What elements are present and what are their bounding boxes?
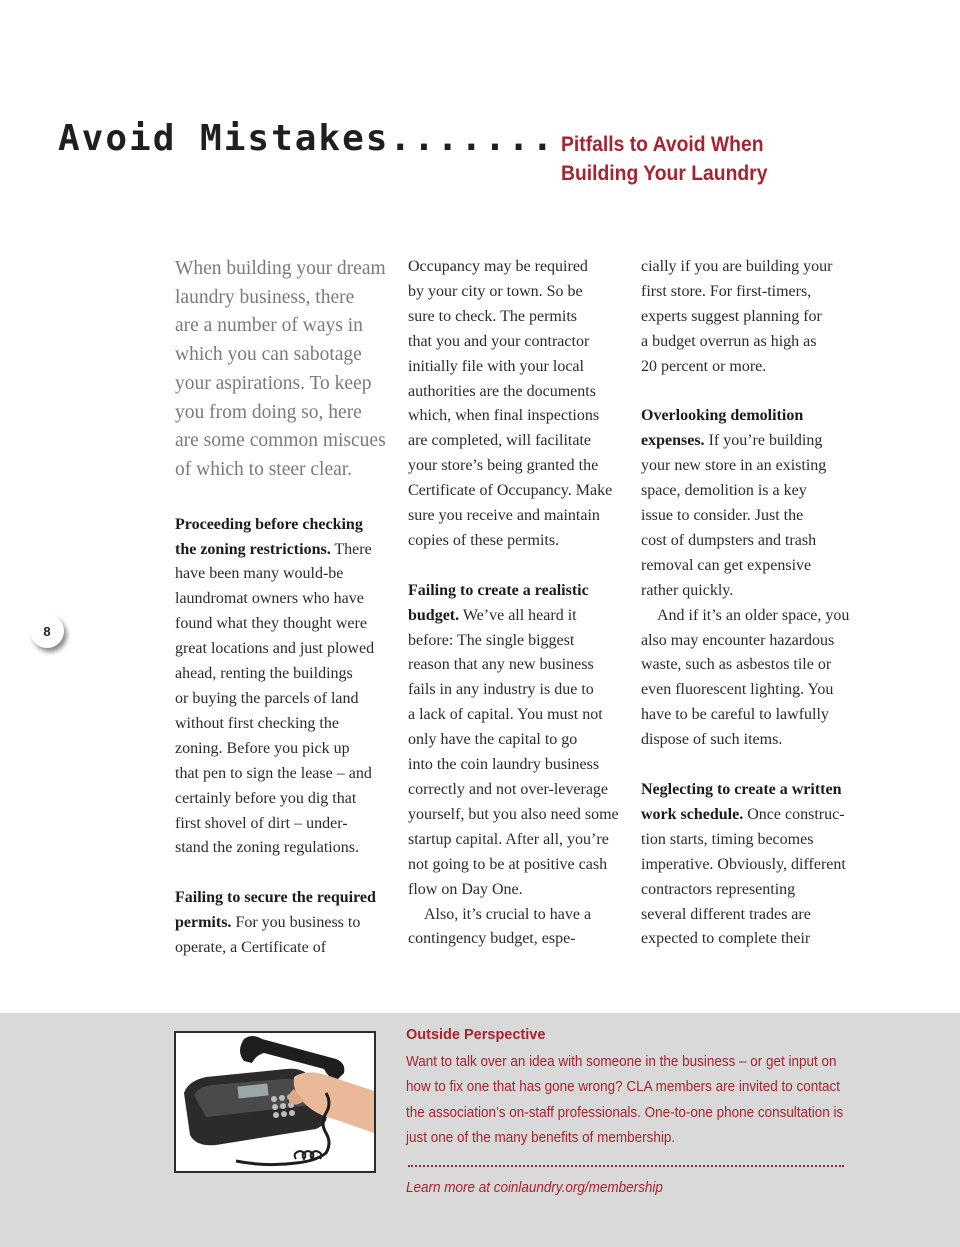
article-column-2 [408,255,618,952]
hazardous-waste-paragraph [641,604,851,753]
text-line: sure to check. The permits [408,307,577,325]
budget-section [408,579,618,903]
telephone-photo [174,1031,376,1173]
text-line: imperative. Obviously, different [641,855,846,873]
callout-body [406,1050,844,1152]
text-fragment: We’ve all heard it [459,606,577,624]
text-line: of which to steer clear. [175,458,353,480]
text-line: laundry business, there [175,286,355,308]
intro-paragraph [175,255,385,485]
text-line: found what they thought were [175,615,367,633]
section-heading: Failing to create a realistic [408,581,589,599]
text-line: initially file with your local [408,357,584,375]
text-line: a lack of capital. You must not [408,706,603,724]
page-subtitle: Pitfalls to Avoid When Building Your Laundry [561,133,768,185]
text-line: zoning. Before you pick up [175,739,350,757]
section-heading: Neglecting to create a written [641,781,842,798]
text-line: without first checking the [175,714,339,732]
text-line: flow on Day One. [408,880,523,898]
text-fragment: If you’re building [704,432,823,450]
page-number-badge [30,614,64,648]
text-line: Occupancy may be required [408,258,588,275]
text-line: your new store in an existing [641,457,827,475]
membership-link[interactable]: Learn more at coinlaundry.org/membership [406,1180,663,1196]
text-line: experts suggest planning for [641,307,822,325]
page-title: Avoid Mistakes....... [58,118,556,159]
text-line: 20 percent or more. [641,357,767,375]
text-line: only have the capital to go [408,731,578,749]
section-heading: budget. [408,606,460,624]
text-line: contractors representing [641,880,796,898]
telephone-icon [176,1033,374,1171]
text-line: are a number of ways in [175,315,363,337]
text-line: not going to be at positive cash [408,855,608,873]
callout-title: Outside Perspective [406,1027,546,1043]
text-line: stand the zoning regulations. [175,839,359,857]
section-heading: work schedule. [641,805,744,823]
dotted-divider [408,1165,844,1167]
text-line: before: The single biggest [408,631,575,649]
text-line: first shovel of dirt – under- [175,814,348,832]
text-line: your aspirations. To keep [175,372,372,394]
text-line: which you can sabotage [175,344,362,366]
text-fragment: Once construc- [743,805,845,823]
text-line: When building your dream [175,258,386,279]
section-heading: expenses. [641,432,705,450]
text-line: rather quickly. [641,581,734,599]
section-heading: Failing to secure the required [175,889,376,907]
text-line: ahead, renting the buildings [175,665,353,683]
text-line: are some common miscues [175,430,386,452]
schedule-section [641,778,851,952]
text-line: that you and your contractor [408,332,590,350]
text-line: cially if you are building your [641,258,833,275]
text-line: great locations and just plowed [175,640,375,658]
text-line: contingency budget, espe- [408,930,576,948]
text-line: copies of these permits. [408,531,560,549]
text-line: laundromat owners who have [175,590,364,608]
contingency-paragraph [408,903,618,953]
text-line: tion starts, timing becomes [641,830,814,848]
page-number: 8 [43,623,51,639]
text-line: just one of the many benefits of membership. [406,1130,676,1147]
text-line: Want to talk over an idea with someone in the business – or get input on [406,1054,837,1070]
text-line: And if it’s an older space, you [657,606,850,624]
text-line: several different trades are [641,905,811,923]
text-line: your store’s being granted the [408,457,599,475]
text-line: dispose of such items. [641,731,783,749]
text-line: by your city or town. So be [408,282,583,300]
text-line: space, demolition is a key [641,482,807,500]
section-heading: the zoning restrictions. [175,540,331,558]
text-line: have to be careful to lawfully [641,706,829,724]
text-line: removal can get expensive [641,556,812,574]
text-line: expected to complete their [641,930,811,948]
text-line: which, when final inspections [408,407,600,425]
text-fragment: For you business to [231,914,361,932]
text-line: correctly and not over-leverage [408,781,609,799]
text-line: first store. For first-timers, [641,282,812,300]
text-line: are completed, will facilitate [408,432,592,450]
demolition-section [641,404,851,603]
text-line: or buying the parcels of land [175,689,359,707]
article-column-1 [175,255,385,961]
text-line: yourself, but you also need some [408,805,619,823]
section-heading: Overlooking demolition [641,407,804,425]
text-line: a budget overrun as high as [641,332,817,350]
section-heading: permits. [175,914,232,932]
text-line: Certificate of Occupancy. Make [408,482,613,500]
text-line: even fluorescent lighting. You [641,681,834,699]
text-line: also may encounter hazardous [641,631,835,649]
contingency-continued [641,255,851,380]
text-line: into the coin laundry business [408,756,600,774]
text-line: sure you receive and maintain [408,507,600,525]
text-line: authorities are the documents [408,382,596,400]
text-line: waste, such as asbestos tile or [641,656,832,674]
text-line: issue to consider. Just the [641,507,804,525]
permits-continued [408,255,618,554]
text-line: startup capital. After all, you’re [408,830,609,848]
text-line: reason that any new business [408,656,594,674]
text-line: that pen to sign the lease – and [175,764,372,782]
text-line: fails in any industry is due to [408,681,594,699]
article-column-3 [641,255,851,952]
text-fragment: There [330,540,372,558]
zoning-section [175,513,385,862]
text-line: Also, it’s crucial to have a [424,905,592,923]
section-heading: Proceeding before checking [175,515,363,533]
text-line: the association’s on-staff professionals. One-to-one phone consultation is [406,1104,844,1121]
permits-section [175,886,385,961]
text-line: have been many would-be [175,565,344,583]
text-line: how to fix one that has gone wrong? CLA members are invited to contact [406,1079,841,1096]
text-line: certainly before you dig that [175,789,357,807]
text-line: cost of dumpsters and trash [641,531,817,549]
text-line: you from doing so, here [175,401,362,423]
text-line: operate, a Certificate of [175,939,327,957]
